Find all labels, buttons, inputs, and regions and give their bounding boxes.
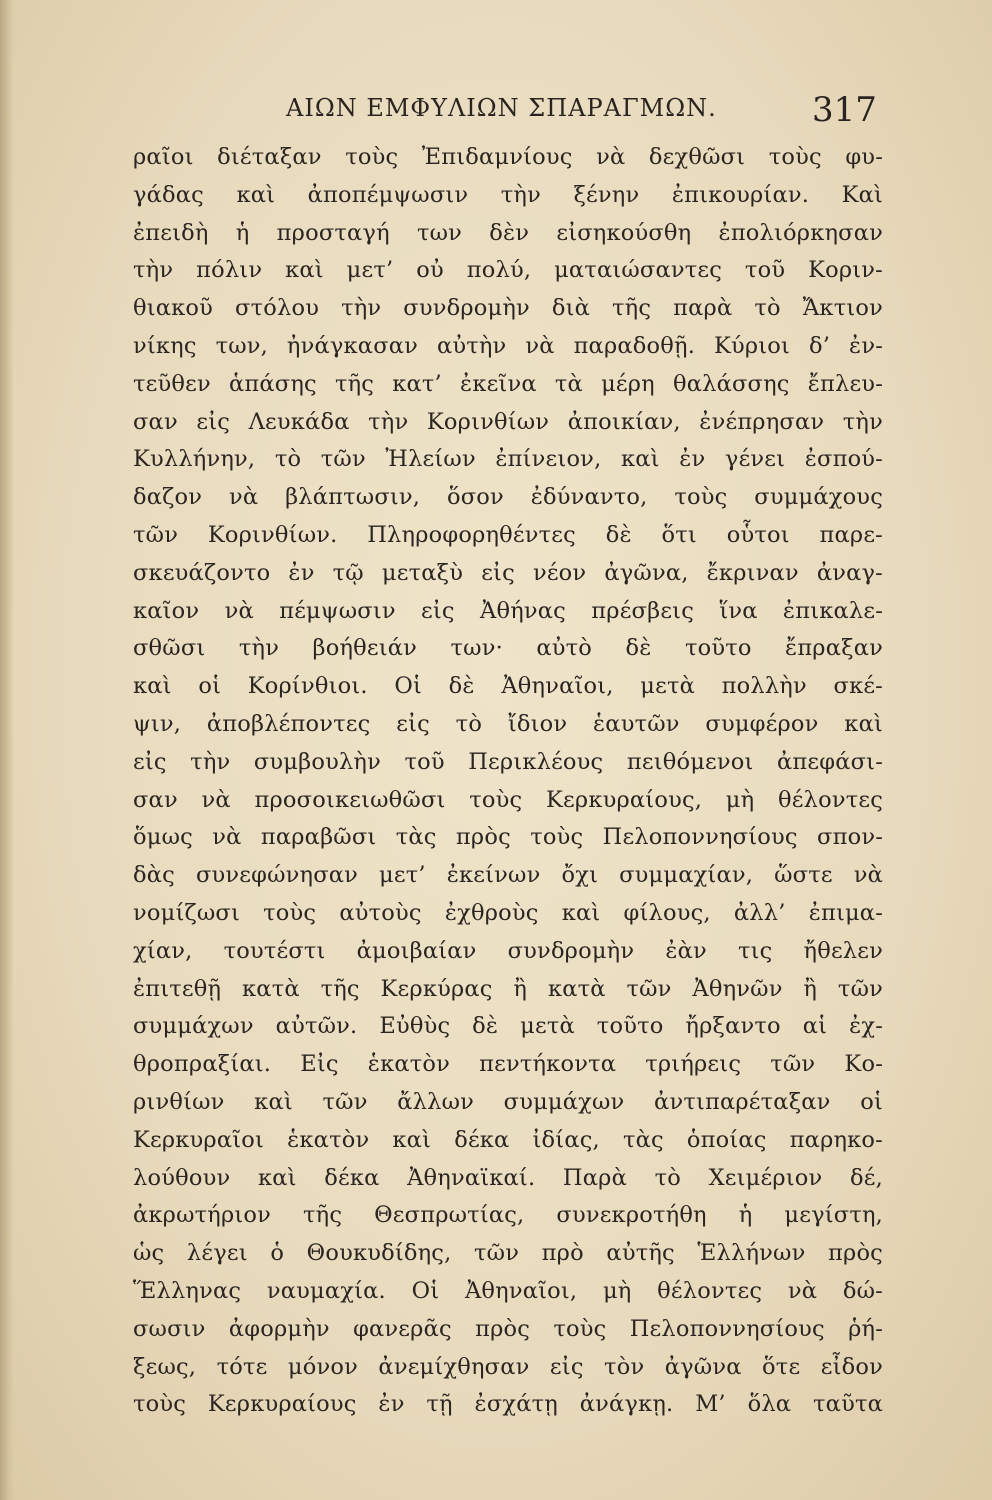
page-number: 317 xyxy=(812,90,877,130)
text-line: σκευάζοντο ἐν τῷ μεταξὺ εἰς νέον ἀγῶνα, ἔκριναν ἀναγ- xyxy=(133,559,883,586)
text-line: ὅμως νὰ παραβῶσι τὰς πρὸς τοὺς Πελοποννησίους σπον- xyxy=(133,824,883,851)
text-line: Κερκυραῖοι ἑκατὸν καὶ δέκα ἰδίας, τὰς ὁποίας παρηκο- xyxy=(133,1126,883,1153)
text-line: εἰς τὴν συμβουλὴν τοῦ Περικλέους πειθόμενοι ἀπεφάσι- xyxy=(133,748,883,775)
text-line: σαν νὰ προσοικειωθῶσι τοὺς Κερκυραίους, μὴ θέλοντες xyxy=(133,786,883,813)
text-line: χίαν, τουτέστι ἀμοιβαίαν συνδρομὴν ἐὰν τις ἤθελεν xyxy=(133,937,883,964)
page-spine-shadow xyxy=(0,0,14,1500)
text-line: τοὺς Κερκυραίους ἐν τῇ ἐσχάτῃ ἀνάγκῃ. Μ’ ὅλα ταῦτα xyxy=(133,1391,883,1418)
text-line: δαζον νὰ βλάπτωσιν, ὅσον ἐδύναντο, τοὺς συμμάχους xyxy=(133,484,883,511)
text-line: γάδας καὶ ἀποπέμψωσιν τὴν ξένην ἐπικουρίαν. Καὶ xyxy=(133,181,883,208)
text-line: ψιν, ἀποβλέποντες εἰς τὸ ἴδιον ἑαυτῶν συμφέρον καὶ xyxy=(133,710,883,737)
body-text xyxy=(133,139,883,1424)
text-line: συμμάχων αὐτῶν. Εὐθὺς δὲ μετὰ τοῦτο ἤρξαντο αἱ ἐχ- xyxy=(133,1013,883,1040)
text-line: νίκης των, ἠνάγκασαν αὐτὴν νὰ παραδοθῇ. Κύριοι δ’ ἐν- xyxy=(133,332,883,359)
text-line: ρινθίων καὶ τῶν ἄλλων συμμάχων ἀντιπαρέταξαν οἱ xyxy=(133,1088,883,1115)
text-line: καὶ οἱ Κορίνθιοι. Οἱ δὲ Ἀθηναῖοι, μετὰ πολλὴν σκέ- xyxy=(133,673,883,700)
text-line: δὰς συνεφώνησαν μετ’ ἐκείνων ὄχι συμμαχίαν, ὥστε νὰ xyxy=(133,862,883,889)
text-line: ὡς λέγει ὁ Θουκυδίδης, τῶν πρὸ αὐτῆς Ἑλλήνων πρὸς xyxy=(133,1240,883,1267)
text-line: ραῖοι διέταξαν τοὺς Ἐπιδαμνίους νὰ δεχθῶσι τοὺς φυ- xyxy=(133,144,883,170)
text-line: σαν εἰς Λευκάδα τὴν Κορινθίων ἀποικίαν, ἐνέπρησαν τὴν xyxy=(133,408,883,435)
text-line: τὴν πόλιν καὶ μετ’ οὐ πολύ, ματαιώσαντες τοῦ Κοριν- xyxy=(133,257,883,284)
text-line: νομίζωσι τοὺς αὐτοὺς ἐχθροὺς καὶ φίλους, ἀλλ’ ἐπιμα- xyxy=(133,899,883,926)
text-line: σωσιν ἀφορμὴν φανερᾶς πρὸς τοὺς Πελοποννησίους ῥή- xyxy=(133,1315,883,1342)
text-line: ἐπειδὴ ἡ προσταγή των δὲν εἰσηκούσθη ἐπολιόρκησαν xyxy=(133,219,883,246)
text-line: ξεως, τότε μόνον ἀνεμίχθησαν εἰς τὸν ἀγῶνα ὅτε εἶδον xyxy=(133,1353,883,1380)
text-line: σθῶσι τὴν βοήθειάν των· αὐτὸ δὲ τοῦτο ἔπραξαν xyxy=(133,635,883,662)
text-line: ἐπιτεθῇ κατὰ τῆς Κερκύρας ἢ κατὰ τῶν Ἀθηνῶν ἢ τῶν xyxy=(133,975,883,1002)
text-line: λούθουν καὶ δέκα Ἀθηναϊκαί. Παρὰ τὸ Χειμέριον δέ, xyxy=(133,1164,883,1191)
text-line: καῖον νὰ πέμψωσιν εἰς Ἀθήνας πρέσβεις ἵνα ἐπικαλε- xyxy=(133,597,883,624)
text-line: τεῦθεν ἁπάσης τῆς κατ’ ἐκεῖνα τὰ μέρη θαλάσσης ἔπλευ- xyxy=(133,370,883,397)
text-line: Ἕλληνας ναυμαχία. Οἱ Ἀθηναῖοι, μὴ θέλοντες νὰ δώ- xyxy=(133,1277,883,1304)
text-line: θροπραξίαι. Εἰς ἑκατὸν πεντήκοντα τριήρεις τῶν Κο- xyxy=(133,1051,883,1078)
header-title: ΑΙΩΝ ΕΜΦΥΛΙΩΝ ΣΠΑΡΑΓΜΩΝ. xyxy=(286,94,717,122)
text-line: Κυλλήνην, τὸ τῶν Ἠλείων ἐπίνειον, καὶ ἐν γένει ἐσπού- xyxy=(133,446,883,473)
text-line: τῶν Κορινθίων. Πληροφορηθέντες δὲ ὅτι οὗτοι παρε- xyxy=(133,521,883,548)
text-line: ἀκρωτήριον τῆς Θεσπρωτίας, συνεκροτήθη ἡ μεγίστη, xyxy=(133,1202,883,1229)
running-header xyxy=(0,90,992,140)
text-line: θιακοῦ στόλου τὴν συνδρομὴν διὰ τῆς παρὰ τὸ Ἄκτιον xyxy=(133,295,883,322)
